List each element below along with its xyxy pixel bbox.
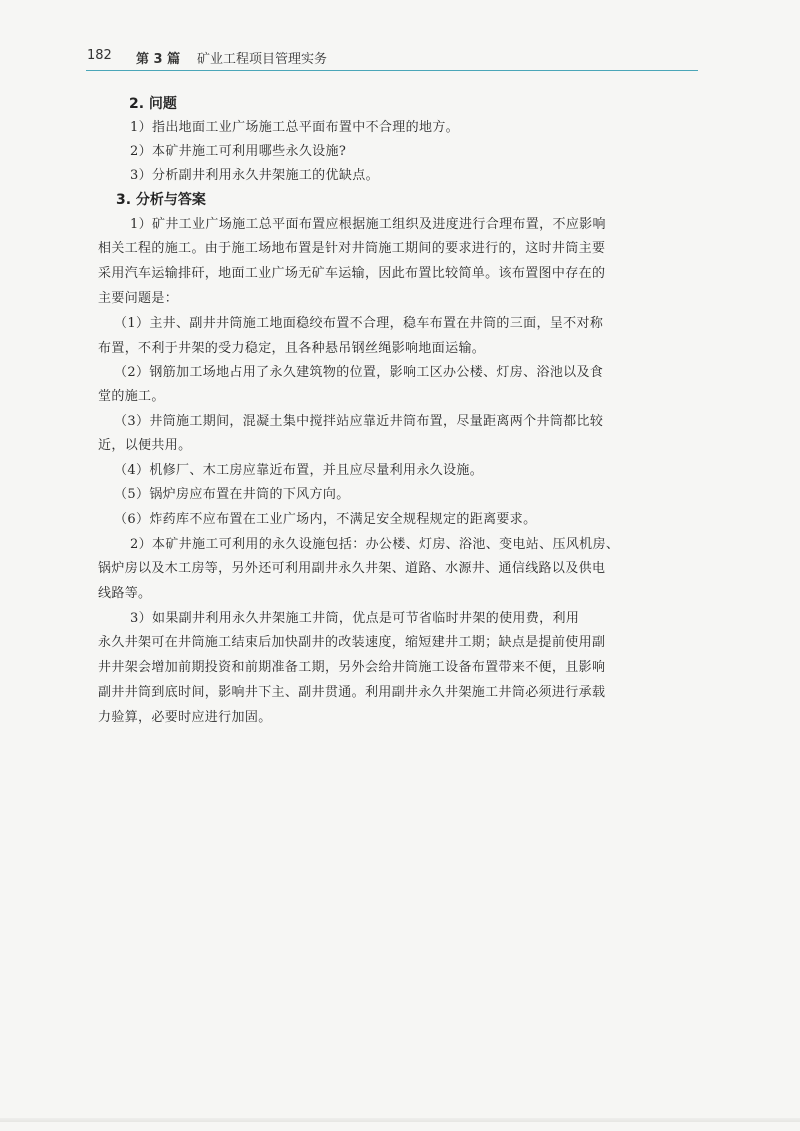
book-title: 矿业工程项目管理实务 xyxy=(197,52,328,67)
answer-2-line: 线路等。 xyxy=(98,586,152,601)
point-4: （4）机修厂、木工房应靠近布置，并且应尽量利用永久设施。 xyxy=(114,463,484,478)
answer-3-line: 井井架会增加前期投资和前期准备工期，另外会给井筒施工设备布置带来不便，且影响 xyxy=(98,660,606,675)
answer-1-line: 主要问题是： xyxy=(98,291,179,306)
page-bottom-edge xyxy=(0,1118,800,1122)
answer-1-line: 采用汽车运输排矸，地面工业广场无矿车运输，因此布置比较简单。该布置图中存在的 xyxy=(98,266,606,281)
answer-3-line: 力验算，必要时应进行加固。 xyxy=(98,710,272,725)
point-6: （6）炸药库不应布置在工业广场内，不满足安全规程规定的距离要求。 xyxy=(114,512,537,527)
point-2-line: 堂的施工。 xyxy=(98,389,165,404)
point-5: （5）锅炉房应布置在井筒的下风方向。 xyxy=(114,487,350,502)
part-label: 第 3 篇 xyxy=(136,52,181,67)
page-number: 182 xyxy=(87,48,112,63)
answer-3-line: 副井井筒到底时间，影响井下主、副井贯通。利用副井永久井架施工井筒必须进行承载 xyxy=(98,685,606,700)
answer-1-line: 相关工程的施工。由于施工场地布置是针对井筒施工期间的要求进行的，这时井筒主要 xyxy=(98,241,606,256)
point-3-line: 近，以便共用。 xyxy=(98,438,192,453)
answer-2-line: 2）本矿井施工可利用的永久设施包括：办公楼、灯房、浴池、变电站、压风机房、 xyxy=(130,537,620,552)
point-2-line: （2）钢筋加工场地占用了永久建筑物的位置，影响工区办公楼、灯房、浴池以及食 xyxy=(114,365,604,380)
question-3: 3）分析副井利用永久井架施工的优缺点。 xyxy=(130,168,379,183)
point-1-line: 布置，不利于井架的受力稳定，且各种悬吊钢丝绳影响地面运输。 xyxy=(98,341,486,356)
answer-2-line: 锅炉房以及木工房等，另外还可利用副井永久井架、道路、水源井、通信线路以及供电 xyxy=(98,561,606,576)
section-heading-answers: 3. 分析与答案 xyxy=(116,192,206,208)
running-header xyxy=(86,46,698,71)
point-3-line: （3）井筒施工期间，混凝土集中搅拌站应靠近井筒布置，尽量距离两个井筒都比较 xyxy=(114,414,604,429)
question-1: 1）指出地面工业广场施工总平面布置中不合理的地方。 xyxy=(130,120,460,135)
section-heading-questions: 2. 问题 xyxy=(129,96,177,112)
answer-3-line: 3）如果副井利用永久井架施工井筒，优点是可节省临时井架的使用费，利用 xyxy=(130,611,580,626)
answer-3-line: 永久井架可在井筒施工结束后加快副井的改装速度，缩短建井工期；缺点是提前使用副 xyxy=(98,635,606,650)
question-2: 2）本矿井施工可利用哪些永久设施? xyxy=(130,144,347,159)
point-1-line: （1）主井、副井井筒施工地面稳绞布置不合理，稳车布置在井筒的三面，呈不对称 xyxy=(114,316,604,331)
answer-1-line: 1）矿井工业广场施工总平面布置应根据施工组织及进度进行合理布置，不应影响 xyxy=(130,217,606,232)
